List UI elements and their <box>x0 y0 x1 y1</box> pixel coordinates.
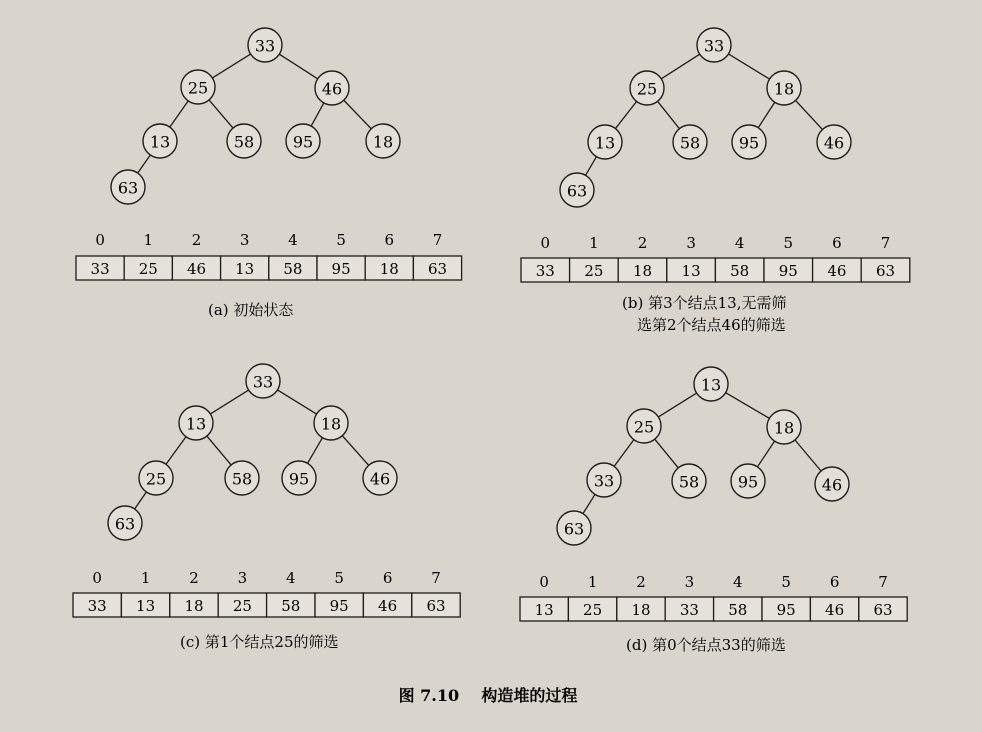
array-cell-value: 58 <box>281 597 301 615</box>
array-index: 0 <box>540 234 551 252</box>
array-index: 7 <box>878 573 888 591</box>
tree-node <box>767 71 801 105</box>
tree-edge <box>728 54 769 79</box>
tree-node <box>314 406 348 440</box>
array-index: 5 <box>783 234 794 252</box>
array-cell-value: 33 <box>535 262 555 280</box>
tree-edge <box>138 155 151 173</box>
tree-edge <box>342 436 368 466</box>
tree-node-value: 95 <box>737 472 759 492</box>
array-cell-value: 63 <box>426 597 446 615</box>
tree-edge <box>308 438 323 464</box>
panel-caption: 选第2个结点46的筛选 <box>637 316 786 334</box>
array-index: 7 <box>432 231 443 249</box>
array-index: 1 <box>140 569 151 587</box>
tree-node <box>286 124 320 158</box>
tree-node-value: 18 <box>372 132 394 152</box>
tree-node-value: 46 <box>321 79 343 99</box>
array-index: 2 <box>637 234 648 252</box>
tree-edge <box>726 393 770 419</box>
panel-caption: (a) 初始状态 <box>208 301 294 319</box>
tree-edge <box>210 390 248 414</box>
array-index: 5 <box>781 573 791 591</box>
tree-node-value: 13 <box>594 133 616 153</box>
panel-caption: (d) 第0个结点33的筛选 <box>626 636 786 654</box>
tree-node <box>817 125 851 159</box>
array-index: 4 <box>733 573 743 591</box>
tree-node <box>627 409 661 443</box>
tree-node <box>315 71 349 105</box>
tree-node <box>697 28 731 62</box>
tree-node-value: 33 <box>254 36 276 56</box>
tree-edge <box>658 101 680 128</box>
array-cell-value: 95 <box>778 262 798 280</box>
array-cell-value: 13 <box>235 260 255 278</box>
array-cell-value: 46 <box>186 260 207 278</box>
array-cell-value: 18 <box>631 601 651 619</box>
tree-node-value: 25 <box>187 78 209 98</box>
tree-edge <box>212 54 250 78</box>
tree-edge <box>277 390 316 414</box>
tree-node-value: 46 <box>369 469 391 489</box>
array-cell-value: 58 <box>283 260 303 278</box>
tree-node <box>587 463 621 497</box>
array-index: 0 <box>95 231 105 249</box>
array-cell-value: 18 <box>632 262 653 280</box>
tree-node-value: 58 <box>233 132 255 152</box>
tree-edge <box>661 54 699 79</box>
tree-edge <box>796 100 823 129</box>
tree-node <box>111 170 145 204</box>
tree-edge <box>615 101 636 128</box>
tree-edge <box>757 441 774 467</box>
tree-node <box>248 28 282 62</box>
array-index: 4 <box>286 569 296 587</box>
array-cell-value: 63 <box>873 601 893 619</box>
array-cell-value: 58 <box>730 262 750 280</box>
tree-node-value: 13 <box>149 132 171 152</box>
array-index: 7 <box>880 234 891 252</box>
array-index: 6 <box>384 231 395 249</box>
tree-node-value: 63 <box>563 519 585 539</box>
tree-edge <box>795 440 821 471</box>
tree-edge <box>655 439 678 468</box>
tree-node-value: 33 <box>252 372 274 392</box>
array-index: 3 <box>239 231 250 249</box>
array-index: 5 <box>336 231 346 249</box>
tree-node-value: 58 <box>231 469 253 489</box>
tree-node <box>181 70 215 104</box>
tree-edge <box>311 103 324 126</box>
array-cell-value: 13 <box>534 601 554 619</box>
array-cell-value: 95 <box>329 597 349 615</box>
tree-node <box>246 364 280 398</box>
array-cell-value: 25 <box>138 260 158 278</box>
figure-caption: 图 7.10 构造堆的过程 <box>398 686 578 705</box>
array-index: 1 <box>589 234 599 252</box>
panel-a <box>76 28 462 319</box>
array-index: 7 <box>431 569 441 587</box>
tree-node-value: 63 <box>117 178 139 198</box>
array-index: 2 <box>636 573 646 591</box>
tree-node-value: 95 <box>288 469 310 489</box>
tree-node <box>731 464 765 498</box>
array-cell-value: 58 <box>728 601 748 619</box>
tree-node-value: 63 <box>114 514 136 534</box>
tree-node-value: 46 <box>823 133 845 153</box>
tree-edge <box>170 101 188 127</box>
array-cell-value: 25 <box>584 262 604 280</box>
tree-edge <box>344 100 371 129</box>
array-index: 4 <box>288 231 298 249</box>
array-cell-value: 95 <box>776 601 796 619</box>
panel-c <box>73 364 460 651</box>
array-index: 3 <box>684 573 695 591</box>
tree-node <box>227 124 261 158</box>
tree-node <box>108 506 142 540</box>
tree-node <box>694 367 728 401</box>
tree-node-value: 25 <box>633 417 655 437</box>
tree-node-value: 58 <box>679 133 701 153</box>
array-index: 1 <box>587 573 598 591</box>
tree-node <box>366 124 400 158</box>
tree-node <box>672 464 706 498</box>
tree-node-value: 18 <box>320 414 342 434</box>
array-cell-value: 25 <box>583 601 603 619</box>
array-index: 5 <box>334 569 344 587</box>
array-cell-value: 18 <box>379 260 399 278</box>
array-cell-value: 33 <box>90 260 110 278</box>
array-index: 6 <box>382 569 393 587</box>
tree-node-value: 95 <box>292 132 314 152</box>
array-index: 1 <box>143 231 154 249</box>
tree-node-value: 63 <box>566 181 588 201</box>
array-cell-value: 33 <box>87 597 107 615</box>
array-cell-value: 95 <box>331 260 351 278</box>
tree-edge <box>279 54 317 79</box>
array-index: 3 <box>237 569 248 587</box>
tree-node <box>815 467 849 501</box>
array-cell-value: 33 <box>679 601 699 619</box>
tree-edge <box>758 102 775 127</box>
tree-node <box>143 124 177 158</box>
tree-edge <box>583 494 595 513</box>
array-cell-value: 46 <box>378 597 398 615</box>
tree-edge <box>135 492 147 509</box>
tree-node-value: 18 <box>773 79 795 99</box>
tree-edge <box>166 437 186 465</box>
array-index: 6 <box>832 234 842 252</box>
tree-node <box>767 410 801 444</box>
tree-node <box>588 125 622 159</box>
tree-edge <box>209 100 233 128</box>
array-cell-value: 46 <box>825 601 845 619</box>
tree-node-value: 33 <box>703 36 725 56</box>
tree-node-value: 13 <box>700 375 722 395</box>
tree-node <box>225 461 259 495</box>
array-cell-value: 13 <box>681 262 701 280</box>
array-cell-value: 25 <box>232 597 252 615</box>
tree-node <box>560 173 594 207</box>
tree-node-value: 25 <box>636 79 658 99</box>
array-cell-value: 13 <box>136 597 156 615</box>
array-index: 4 <box>734 234 745 252</box>
tree-node <box>630 71 664 105</box>
tree-node <box>363 461 397 495</box>
array-index: 0 <box>539 573 549 591</box>
tree-node <box>282 461 316 495</box>
tree-node <box>139 461 173 495</box>
array-index: 0 <box>92 569 102 587</box>
tree-node-value: 95 <box>738 133 760 153</box>
panel-caption: (c) 第1个结点25的筛选 <box>180 633 339 651</box>
array-cell-value: 18 <box>184 597 204 615</box>
tree-node-value: 25 <box>145 469 167 489</box>
array-index: 2 <box>189 569 199 587</box>
tree-node-value: 58 <box>678 472 700 492</box>
panel-b <box>521 28 910 334</box>
tree-node <box>673 125 707 159</box>
tree-edge <box>207 436 231 465</box>
panel-caption: (b) 第3个结点13,无需筛 <box>622 294 787 312</box>
tree-edge <box>614 440 634 467</box>
tree-node <box>557 511 591 545</box>
panel-d <box>520 367 907 654</box>
tree-edge <box>658 393 696 417</box>
array-cell-value: 63 <box>875 262 896 280</box>
tree-edge <box>586 157 597 176</box>
tree-node <box>732 125 766 159</box>
array-index: 6 <box>829 573 840 591</box>
tree-node-value: 33 <box>593 471 615 491</box>
tree-node-value: 18 <box>773 418 795 438</box>
array-cell-value: 63 <box>427 260 448 278</box>
array-index: 3 <box>686 234 696 252</box>
array-index: 2 <box>191 231 202 249</box>
tree-node <box>179 406 213 440</box>
tree-node-value: 46 <box>821 475 843 495</box>
array-cell-value: 46 <box>827 262 847 280</box>
tree-node-value: 13 <box>185 414 207 434</box>
